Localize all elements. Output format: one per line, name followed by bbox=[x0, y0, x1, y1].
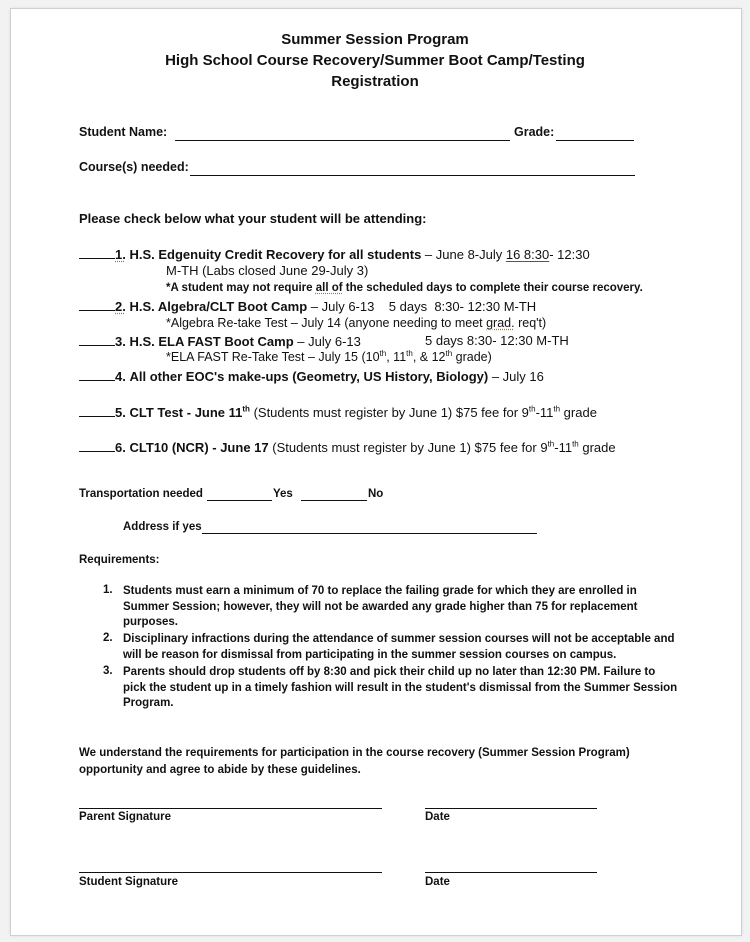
address-label: Address if yes bbox=[123, 521, 202, 533]
requirement-2: Disciplinary infractions during the attendance of summer session courses will not be acceptable and will be reason for dismissal from participating in the summer session courses on campus. bbox=[123, 633, 675, 661]
req-1-number: 1. bbox=[103, 584, 113, 596]
title-line-3: Registration bbox=[331, 73, 419, 90]
item-1-checkbox-line[interactable] bbox=[79, 246, 115, 259]
student-date-field[interactable] bbox=[425, 872, 597, 873]
item-3-note: *ELA FAST Re-Take Test – July 15 (10th, 11th, & 12th grade) bbox=[166, 348, 492, 364]
grade-label: Grade: bbox=[514, 125, 555, 139]
transportation-yes-field[interactable] bbox=[207, 500, 272, 501]
transportation-yes-label: Yes bbox=[273, 488, 293, 500]
item-1-line-2: M-TH (Labs closed June 29-July 3) bbox=[166, 263, 369, 278]
address-field[interactable] bbox=[202, 533, 537, 534]
item-6: 6. CLT10 (NCR) - June 17 (Students must register by June 1) $75 fee for 9th-11th grade bbox=[79, 439, 616, 455]
parent-date-field[interactable] bbox=[425, 808, 597, 809]
parent-signature-label: Parent Signature bbox=[79, 811, 172, 823]
item-2: 2. H.S. Algebra/CLT Boot Camp – July 6-13 5 days 8:30- 12:30 M-TH bbox=[79, 298, 536, 314]
item-3: 3. H.S. ELA FAST Boot Camp – July 6-13 bbox=[79, 333, 361, 349]
item-4: 4. All other EOC's make-ups (Geometry, US History, Biology) – July 16 bbox=[79, 368, 544, 384]
requirement-1: Students must earn a minimum of 70 to replace the failing grade for which they are enrolled in Summer Session; however, they will not be awarded any grade higher than 75 for replacement purposes. bbox=[123, 585, 638, 628]
courses-needed-label: Course(s) needed: bbox=[79, 160, 189, 174]
student-date-label: Date bbox=[425, 876, 450, 888]
req-3-number: 3. bbox=[103, 665, 113, 677]
student-name-field[interactable] bbox=[175, 140, 510, 141]
parent-date-label: Date bbox=[425, 811, 450, 823]
item-1-note: *A student may not require all of the scheduled days to complete their course recovery. bbox=[166, 282, 643, 294]
item-2-note: *Algebra Re-take Test – July 14 (anyone needing to meet grad. req't) bbox=[166, 316, 547, 330]
courses-needed-field[interactable] bbox=[190, 175, 635, 176]
transportation-no-label: No bbox=[368, 488, 384, 500]
item-2-checkbox-line[interactable] bbox=[79, 298, 115, 311]
item-3-schedule: 5 days 8:30- 12:30 M-TH bbox=[425, 333, 569, 348]
transportation-no-field[interactable] bbox=[301, 500, 367, 501]
req-2-number: 2. bbox=[103, 632, 113, 644]
transportation-label: Transportation needed bbox=[79, 488, 203, 500]
parent-signature-field[interactable] bbox=[79, 808, 382, 809]
item-4-checkbox-line[interactable] bbox=[79, 368, 115, 381]
item-1: 1. H.S. Edgenuity Credit Recovery for all students – June 8-July 16 8:30- 12:30 bbox=[79, 246, 590, 262]
agreement-text: We understand the requirements for participation in the course recovery (Summer Session Program) opportunity and agree to abide by these guidelines. bbox=[79, 747, 630, 776]
item-3-checkbox-line[interactable] bbox=[79, 333, 115, 346]
form-page bbox=[10, 8, 742, 936]
title-line-2: High School Course Recovery/Summer Boot Camp/Testing bbox=[165, 52, 585, 69]
requirements-heading: Requirements: bbox=[79, 554, 160, 566]
student-name-label: Student Name: bbox=[79, 125, 168, 139]
title-line-1: Summer Session Program bbox=[281, 31, 469, 48]
student-signature-label: Student Signature bbox=[79, 876, 179, 888]
item-5-checkbox-line[interactable] bbox=[79, 404, 115, 417]
item-5: 5. CLT Test - June 11th (Students must register by June 1) $75 fee for 9th-11th grade bbox=[79, 404, 597, 420]
requirement-3: Parents should drop students off by 8:30 and pick their child up no later than 12:30 PM. Failure to pick the student up in a timely fashion will result in the student's dismissal from the Summer Session Program. bbox=[123, 666, 678, 709]
grade-field[interactable] bbox=[556, 140, 634, 141]
instruction-text: Please check below what your student will be attending: bbox=[79, 211, 427, 226]
item-6-checkbox-line[interactable] bbox=[79, 439, 115, 452]
student-signature-field[interactable] bbox=[79, 872, 382, 873]
